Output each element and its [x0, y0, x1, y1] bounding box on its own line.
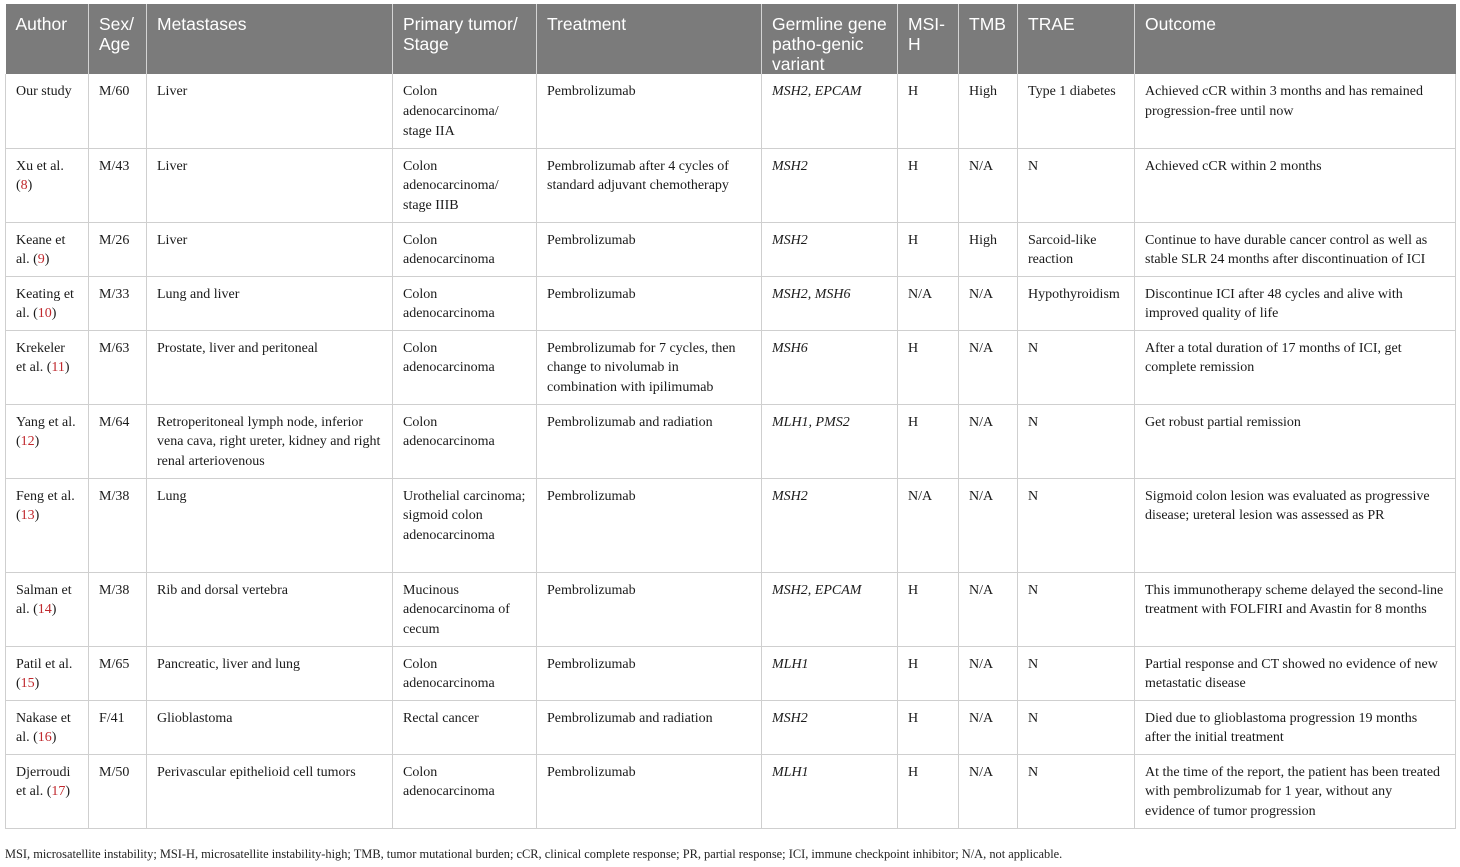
table-footnote: MSI, microsatellite instability; MSI-H, microsatellite instability-high; TMB, tumor mutational burden; cCR, clinical complete response; PR, partial response; ICI, immune checkpoint inhibitor; N/A, not applicable.	[5, 847, 1063, 861]
cell-metastases: Lung	[147, 478, 393, 572]
cell-tmb: N/A	[959, 572, 1018, 646]
cell-primary-tumor: Colon adenocarcinoma	[393, 276, 537, 330]
table-row	[6, 276, 1456, 330]
cell-trae: N	[1018, 478, 1135, 572]
cell-treatment: Pembrolizumab	[537, 572, 762, 646]
cell-primary-tumor: Mucinous adenocarcinoma of cecum	[393, 572, 537, 646]
reference-link[interactable]: 12	[20, 434, 35, 450]
cell-metastases: Liver	[147, 222, 393, 276]
table-row	[6, 572, 1456, 646]
cell-primary-tumor: Colon adenocarcinoma	[393, 646, 537, 700]
col-header-author: Author	[6, 4, 89, 74]
cell-tmb: N/A	[959, 148, 1018, 222]
cell-germline-variant: MSH2	[762, 700, 898, 754]
cell-sex-age: F/41	[89, 700, 147, 754]
table-row	[6, 754, 1456, 828]
cell-msi: H	[898, 754, 959, 828]
cell-msi: N/A	[898, 276, 959, 330]
cell-trae: N	[1018, 330, 1135, 404]
cell-msi: H	[898, 148, 959, 222]
cell-sex-age: M/43	[89, 148, 147, 222]
author-name: Patil et al.	[16, 656, 73, 672]
col-header-msi-h: MSI-H	[898, 4, 959, 74]
cell-tmb: N/A	[959, 646, 1018, 700]
cell-author: Xu et al. (8)	[6, 148, 89, 222]
cell-sex-age: M/38	[89, 478, 147, 572]
cell-outcome: This immunotherapy scheme delayed the second-line treatment with FOLFIRI and Avastin for 8 months	[1135, 572, 1456, 646]
cell-author: Keane et al. (9)	[6, 222, 89, 276]
cell-author: Feng et al. (13)	[6, 478, 89, 572]
cell-primary-tumor: Colon adenocarcinoma	[393, 404, 537, 478]
reference-link[interactable]: 10	[37, 306, 52, 322]
cell-tmb: N/A	[959, 330, 1018, 404]
cell-metastases: Rib and dorsal vertebra	[147, 572, 393, 646]
cell-germline-variant: MSH6	[762, 330, 898, 404]
cell-trae: N	[1018, 754, 1135, 828]
table-row	[6, 74, 1456, 148]
cell-germline-variant: MSH2	[762, 222, 898, 276]
author-name: Yang et al.	[16, 414, 76, 430]
cell-outcome: At the time of the report, the patient has been treated with pembrolizumab for 1 year, without any evidence of tumor progression	[1135, 754, 1456, 828]
cell-msi: H	[898, 330, 959, 404]
cell-sex-age: M/65	[89, 646, 147, 700]
table-container	[5, 4, 1455, 829]
author-name: Keating et al.	[16, 286, 74, 322]
cell-treatment: Pembrolizumab and radiation	[537, 404, 762, 478]
cell-germline-variant: MLH1, PMS2	[762, 404, 898, 478]
cell-metastases: Pancreatic, liver and lung	[147, 646, 393, 700]
author-name: Salman et al.	[16, 582, 72, 618]
reference-link[interactable]: 15	[20, 676, 35, 692]
author-name: Keane et al.	[16, 232, 66, 268]
cell-metastases: Glioblastoma	[147, 700, 393, 754]
cell-outcome: Partial response and CT showed no evidence of new metastatic disease	[1135, 646, 1456, 700]
cell-trae: N	[1018, 572, 1135, 646]
cell-metastases: Liver	[147, 148, 393, 222]
cell-outcome: Died due to glioblastoma progression 19 months after the initial treatment	[1135, 700, 1456, 754]
cell-tmb: N/A	[959, 478, 1018, 572]
cell-trae: N	[1018, 646, 1135, 700]
cell-treatment: Pembrolizumab	[537, 754, 762, 828]
cell-msi: H	[898, 74, 959, 148]
cell-primary-tumor: Colon adenocarcinoma/ stage IIA	[393, 74, 537, 148]
cell-msi: H	[898, 222, 959, 276]
cell-germline-variant: MSH2	[762, 478, 898, 572]
cell-treatment: Pembrolizumab	[537, 74, 762, 148]
author-name: Krekeler et al.	[16, 340, 65, 376]
cell-metastases: Prostate, liver and peritoneal	[147, 330, 393, 404]
cell-tmb: High	[959, 74, 1018, 148]
cell-tmb: High	[959, 222, 1018, 276]
author-name: Djerroudi et al.	[16, 764, 71, 800]
col-header-trae: TRAE	[1018, 4, 1135, 74]
cell-author: Our study	[6, 74, 89, 148]
author-name: Xu et al.	[16, 158, 64, 174]
cell-trae: N	[1018, 700, 1135, 754]
table-header	[6, 4, 1456, 74]
cell-outcome: Discontinue ICI after 48 cycles and alive with improved quality of life	[1135, 276, 1456, 330]
cell-outcome: Continue to have durable cancer control as well as stable SLR 24 months after discontinuation of ICI	[1135, 222, 1456, 276]
cell-trae: Type 1 diabetes	[1018, 74, 1135, 148]
cell-tmb: N/A	[959, 404, 1018, 478]
cell-sex-age: M/63	[89, 330, 147, 404]
cell-sex-age: M/33	[89, 276, 147, 330]
table-row	[6, 222, 1456, 276]
cell-author: Patil et al. (15)	[6, 646, 89, 700]
cell-author: Keating et al. (10)	[6, 276, 89, 330]
cell-tmb: N/A	[959, 754, 1018, 828]
cell-treatment: Pembrolizumab	[537, 276, 762, 330]
cell-msi: H	[898, 404, 959, 478]
cell-sex-age: M/50	[89, 754, 147, 828]
cell-metastases: Perivascular epithelioid cell tumors	[147, 754, 393, 828]
reference-link[interactable]: 17	[51, 784, 66, 800]
cell-msi: H	[898, 700, 959, 754]
cell-outcome: After a total duration of 17 months of ICI, get complete remission	[1135, 330, 1456, 404]
cell-msi: H	[898, 646, 959, 700]
author-name: Feng et al.	[16, 488, 75, 504]
cell-author: Djerroudi et al. (17)	[6, 754, 89, 828]
reference-link[interactable]: 14	[37, 602, 52, 618]
cell-tmb: N/A	[959, 700, 1018, 754]
table-row	[6, 148, 1456, 222]
cell-primary-tumor: Colon adenocarcinoma	[393, 754, 537, 828]
col-header-metastases: Metastases	[147, 4, 393, 74]
table-row	[6, 404, 1456, 478]
col-header-tmb: TMB	[959, 4, 1018, 74]
table-row	[6, 330, 1456, 404]
cell-primary-tumor: Colon adenocarcinoma/ stage IIIB	[393, 148, 537, 222]
cell-treatment: Pembrolizumab	[537, 478, 762, 572]
cell-author: Salman et al. (14)	[6, 572, 89, 646]
cell-metastases: Retroperitoneal lymph node, inferior vena cava, right ureter, kidney and right renal arteriovenous	[147, 404, 393, 478]
cell-author: Yang et al. (12)	[6, 404, 89, 478]
table-body	[6, 74, 1456, 828]
cell-primary-tumor: Colon adenocarcinoma	[393, 222, 537, 276]
cell-primary-tumor: Rectal cancer	[393, 700, 537, 754]
col-header-outcome: Outcome	[1135, 4, 1456, 74]
cell-treatment: Pembrolizumab for 7 cycles, then change to nivolumab in combination with ipilimumab	[537, 330, 762, 404]
cell-trae: N	[1018, 148, 1135, 222]
cell-sex-age: M/64	[89, 404, 147, 478]
cell-germline-variant: MLH1	[762, 646, 898, 700]
col-header-primary-tumor: Primary tumor/ Stage	[393, 4, 537, 74]
cell-trae: Sarcoid-like reaction	[1018, 222, 1135, 276]
cell-trae: Hypothyroidism	[1018, 276, 1135, 330]
cell-germline-variant: MSH2, EPCAM	[762, 572, 898, 646]
cell-outcome: Sigmoid colon lesion was evaluated as progressive disease; ureteral lesion was assessed as PR	[1135, 478, 1456, 572]
reference-link[interactable]: 9	[37, 252, 45, 268]
cell-treatment: Pembrolizumab and radiation	[537, 700, 762, 754]
cell-germline-variant: MSH2	[762, 148, 898, 222]
col-header-treatment: Treatment	[537, 4, 762, 74]
cell-outcome: Achieved cCR within 2 months	[1135, 148, 1456, 222]
cell-germline-variant: MLH1	[762, 754, 898, 828]
cell-author: Krekeler et al. (11)	[6, 330, 89, 404]
cell-msi: H	[898, 572, 959, 646]
cell-sex-age: M/60	[89, 74, 147, 148]
cell-tmb: N/A	[959, 276, 1018, 330]
cell-germline-variant: MSH2, EPCAM	[762, 74, 898, 148]
col-header-sex-age: Sex/ Age	[89, 4, 147, 74]
cell-sex-age: M/26	[89, 222, 147, 276]
cell-primary-tumor: Colon adenocarcinoma	[393, 330, 537, 404]
cell-treatment: Pembrolizumab	[537, 222, 762, 276]
reference-link[interactable]: 8	[20, 178, 28, 194]
cell-treatment: Pembrolizumab	[537, 646, 762, 700]
reference-link[interactable]: 11	[51, 360, 65, 376]
cell-treatment: Pembrolizumab after 4 cycles of standard adjuvant chemotherapy	[537, 148, 762, 222]
cell-trae: N	[1018, 404, 1135, 478]
cell-germline-variant: MSH2, MSH6	[762, 276, 898, 330]
cell-outcome: Get robust partial remission	[1135, 404, 1456, 478]
cell-primary-tumor: Urothelial carcinoma; sigmoid colon adenocarcinoma	[393, 478, 537, 572]
table-row	[6, 478, 1456, 572]
cell-metastases: Liver	[147, 74, 393, 148]
reference-link[interactable]: 13	[20, 508, 35, 524]
author-name: Nakase et al.	[16, 710, 71, 746]
case-comparison-table	[5, 4, 1456, 829]
header-row	[6, 4, 1456, 74]
col-header-germline-variant: Germline gene patho-genic variant	[762, 4, 898, 74]
cell-sex-age: M/38	[89, 572, 147, 646]
table-row	[6, 646, 1456, 700]
reference-link[interactable]: 16	[37, 730, 52, 746]
table-row	[6, 700, 1456, 754]
cell-metastases: Lung and liver	[147, 276, 393, 330]
cell-author: Nakase et al. (16)	[6, 700, 89, 754]
cell-outcome: Achieved cCR within 3 months and has remained progression-free until now	[1135, 74, 1456, 148]
cell-msi: N/A	[898, 478, 959, 572]
